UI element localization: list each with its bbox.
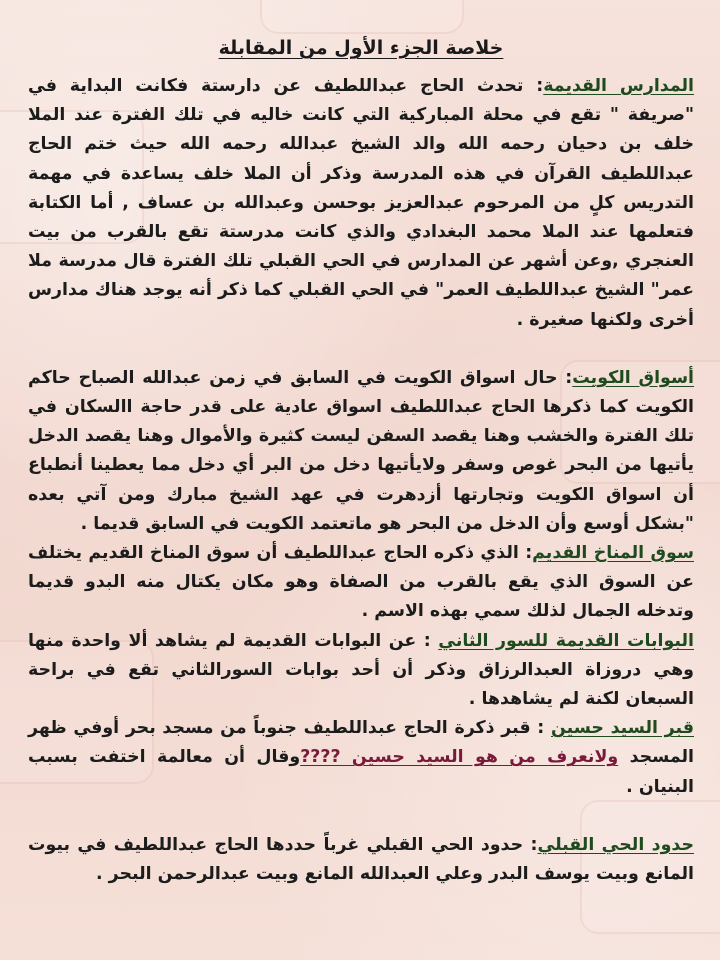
section-text: : حال اسواق الكويت في السابق في زمن عبدالله الصباح حاكم الكويت كما ذكرها الحاج عبداللطيف اسواق عادية على قدر حاجة االسكان في تلك الفترة والخشب وهنا يقصد السفن ليست كثيرة والأموال وهنا يقصد الدخل يأتيها من البحر غوص وسفر ولايأتيها دخل من البر أي دخل مما يعطينا أنطباع أن اسواق الكويت وتجارتها أزدهرت في عهد الشيخ مبارك ومن آتي بعده "بشكل أوسع وأن الدخل من البحر هو ماتعتمد الكويت في السابق قديما . bbox=[28, 367, 694, 534]
section-old-manakh-market bbox=[28, 539, 694, 627]
section-text: : الذي ذكره الحاج عبداللطيف أن سوق المناخ القديم يختلف عن السوق الذي يقع بالقرب من الصفاة وهو مكان يكتال منه البدو قديما وتدخله الجمال لذلك سمي بهذه الاسم . bbox=[28, 543, 694, 622]
highlighted-question: ولانعرف من هو السيد حسين ???? bbox=[300, 747, 619, 768]
section-text: وقال أن معالمة اختفت بسبب البنيان . bbox=[28, 747, 694, 797]
watermark-block bbox=[260, 0, 464, 34]
section-qibli-borders bbox=[28, 831, 694, 889]
page-title: خلاصة الجزء الأول من المقابلة bbox=[218, 37, 504, 59]
section-text: : قبر ذكرة الحاج عبداللطيف جنوباً من مسجد بحر أوفي ظهر المسجد bbox=[28, 718, 694, 768]
section-heading: أسواق الكويت bbox=[572, 367, 695, 388]
section-text: : حدود الحي القبلي غرباً حددها الحاج عبداللطيف في بيوت المانع وبيت يوسف البدر وعلي العبدالله المانع وبيت عبدالرحمن البحر . bbox=[28, 834, 694, 885]
section-kuwait-markets bbox=[28, 364, 694, 539]
section-old-gates bbox=[28, 627, 694, 715]
section-heading: البوابات القديمة للسور الثاني bbox=[438, 630, 694, 651]
section-sayed-hussein-grave bbox=[28, 714, 694, 802]
section-heading: قبر السيد حسين bbox=[550, 718, 694, 739]
section-heading: المدارس القديمة bbox=[543, 76, 694, 96]
paragraph-gap bbox=[28, 335, 694, 364]
document-content bbox=[28, 34, 694, 889]
section-heading: حدود الحي القبلي bbox=[537, 834, 694, 855]
section-heading: سوق المناخ القديم bbox=[532, 543, 694, 564]
paragraph-gap bbox=[28, 802, 694, 831]
section-text: : تحدث الحاج عبداللطيف عن دارستة فكانت البداية في "صريفة " تقع في محلة المباركية التي كانت خاليه في تلك الفترة عند الملا خلف بن دحيان رحمه الله والد الشيخ عبدالله رحمه الله حيث ختم الحاج عبداللطيف القرآن في هذه المدرسة وذكر أن الملا خلف يساعدة في مهمة التدريس كلٍ من المرحوم عبدالعزيز بوحسن وعبدالله بن عساف , أما الكتابة فتعلمها عند الملا محمد البغدادي والذي كانت مدرستة تقع بالقرب من بيت العنجري ,وعن أشهر عن المدارس في الحي القبلي تلك الفترة قال مدرسة ملا عمر" الشيخ عبداللطيف العمر" في الحي القبلي كما ذكر أنه يوجد هناك مدارس أخرى ولكنها صغيرة . bbox=[28, 76, 694, 330]
section-text: : عن البوابات القديمة لم يشاهد ألا واحدة منها وهي دروزاة العبدالرزاق وذكر أن أحد بوابات السورالثاني تقع في براحة السبعان لكنة لم يشاهدها . bbox=[28, 630, 694, 710]
section-old-schools bbox=[28, 72, 694, 335]
